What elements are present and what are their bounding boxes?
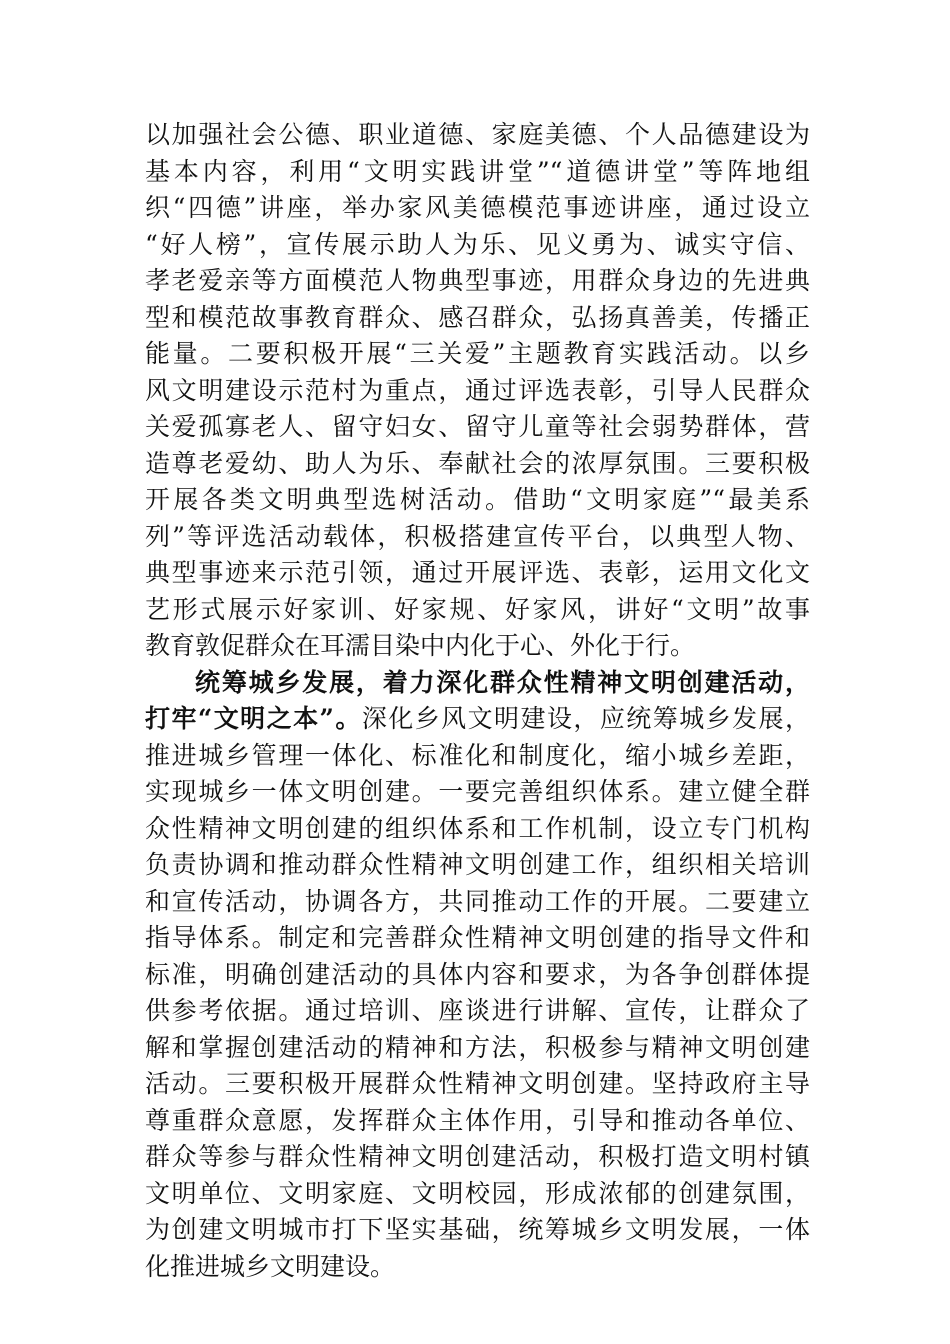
text-line: 尊重群众意愿，发挥群众主体作用，引导和推动各单位、 [145, 1105, 810, 1135]
text-line: 群众等参与群众性精神文明创建活动，积极打造文明村镇 [145, 1142, 810, 1171]
text-line: 织“四德”讲座，举办家风美德模范事迹讲座，通过设立 [145, 193, 810, 222]
text-line: 列”等评选活动载体，积极搭建宣传平台，以典型人物、 [145, 521, 810, 551]
section-heading: 统筹城乡发展，着力深化群众性精神文明创建活动， [195, 667, 810, 697]
text-line: 众性精神文明创建的组织体系和工作机制，设立专门机构 [145, 813, 810, 843]
paragraph-1 [145, 117, 810, 665]
text-line: 能量。二要积极开展“三关爱”主题教育实践活动。以乡 [145, 339, 810, 368]
paragraph-2 [145, 665, 810, 1286]
text-line: 供参考依据。通过培训、座谈进行讲解、宣传，让群众了 [145, 996, 810, 1025]
text-line: 推进城乡管理一体化、标准化和制度化，缩小城乡差距， [145, 740, 810, 770]
text-line: 实现城乡一体文明创建。一要完善组织体系。建立健全群 [145, 777, 810, 806]
text-line: 造尊老爱幼、助人为乐、奉献社会的浓厚氛围。三要积极 [145, 448, 810, 478]
text-line [145, 701, 810, 738]
text-line: 负责协调和推动群众性精神文明创建工作，组织相关培训 [145, 850, 810, 879]
text-line: 典型事迹来示范引领，通过开展评选、表彰，运用文化文 [145, 558, 810, 587]
section-heading-end: 打牢“文明之本”。 [145, 704, 362, 733]
text-line: 文明单位、文明家庭、文明校园，形成浓郁的创建氛围， [145, 1178, 810, 1208]
text-line: 标准，明确创建活动的具体内容和要求，为各争创群体提 [145, 959, 810, 989]
text-line: 教育敦促群众在耳濡目染中内化于心、外化于行。 [145, 631, 696, 660]
text-line: 风文明建设示范村为重点，通过评选表彰，引导人民群众 [145, 375, 810, 405]
document-body [145, 117, 810, 1285]
body-text: 深化乡风文明建设，应统筹城乡发展， [361, 704, 810, 733]
text-line: 活动。三要积极开展群众性精神文明创建。坚持政府主导 [145, 1069, 810, 1098]
text-line: “好人榜”，宣传展示助人为乐、见义勇为、诚实守信、 [145, 229, 810, 259]
text-line: 孝老爱亲等方面模范人物典型事迹，用群众身边的先进典 [145, 266, 810, 295]
text-line: 和宣传活动，协调各方，共同推动工作的开展。二要建立 [145, 886, 810, 916]
text-line: 型和模范故事教育群众、感召群众，弘扬真善美，传播正 [145, 302, 810, 332]
text-line: 开展各类文明典型选树活动。借助“文明家庭”“最美系 [145, 485, 810, 514]
text-line: 关爱孤寡老人、留守妇女、留守儿童等社会弱势群体，营 [145, 412, 810, 441]
text-line: 基本内容，利用“文明实践讲堂”“道德讲堂”等阵地组 [145, 156, 810, 186]
text-line: 为创建文明城市打下坚实基础，统筹城乡文明发展，一体 [145, 1215, 810, 1244]
text-line: 解和掌握创建活动的精神和方法，积极参与精神文明创建 [145, 1032, 810, 1062]
text-line: 以加强社会公德、职业道德、家庭美德、个人品德建设为 [145, 120, 810, 149]
text-line: 艺形式展示好家训、好家规、好家风，讲好“文明”故事 [145, 594, 810, 624]
text-line: 化推进城乡文明建设。 [145, 1251, 396, 1281]
text-line: 指导体系。制定和完善群众性精神文明创建的指导文件和 [145, 923, 810, 952]
